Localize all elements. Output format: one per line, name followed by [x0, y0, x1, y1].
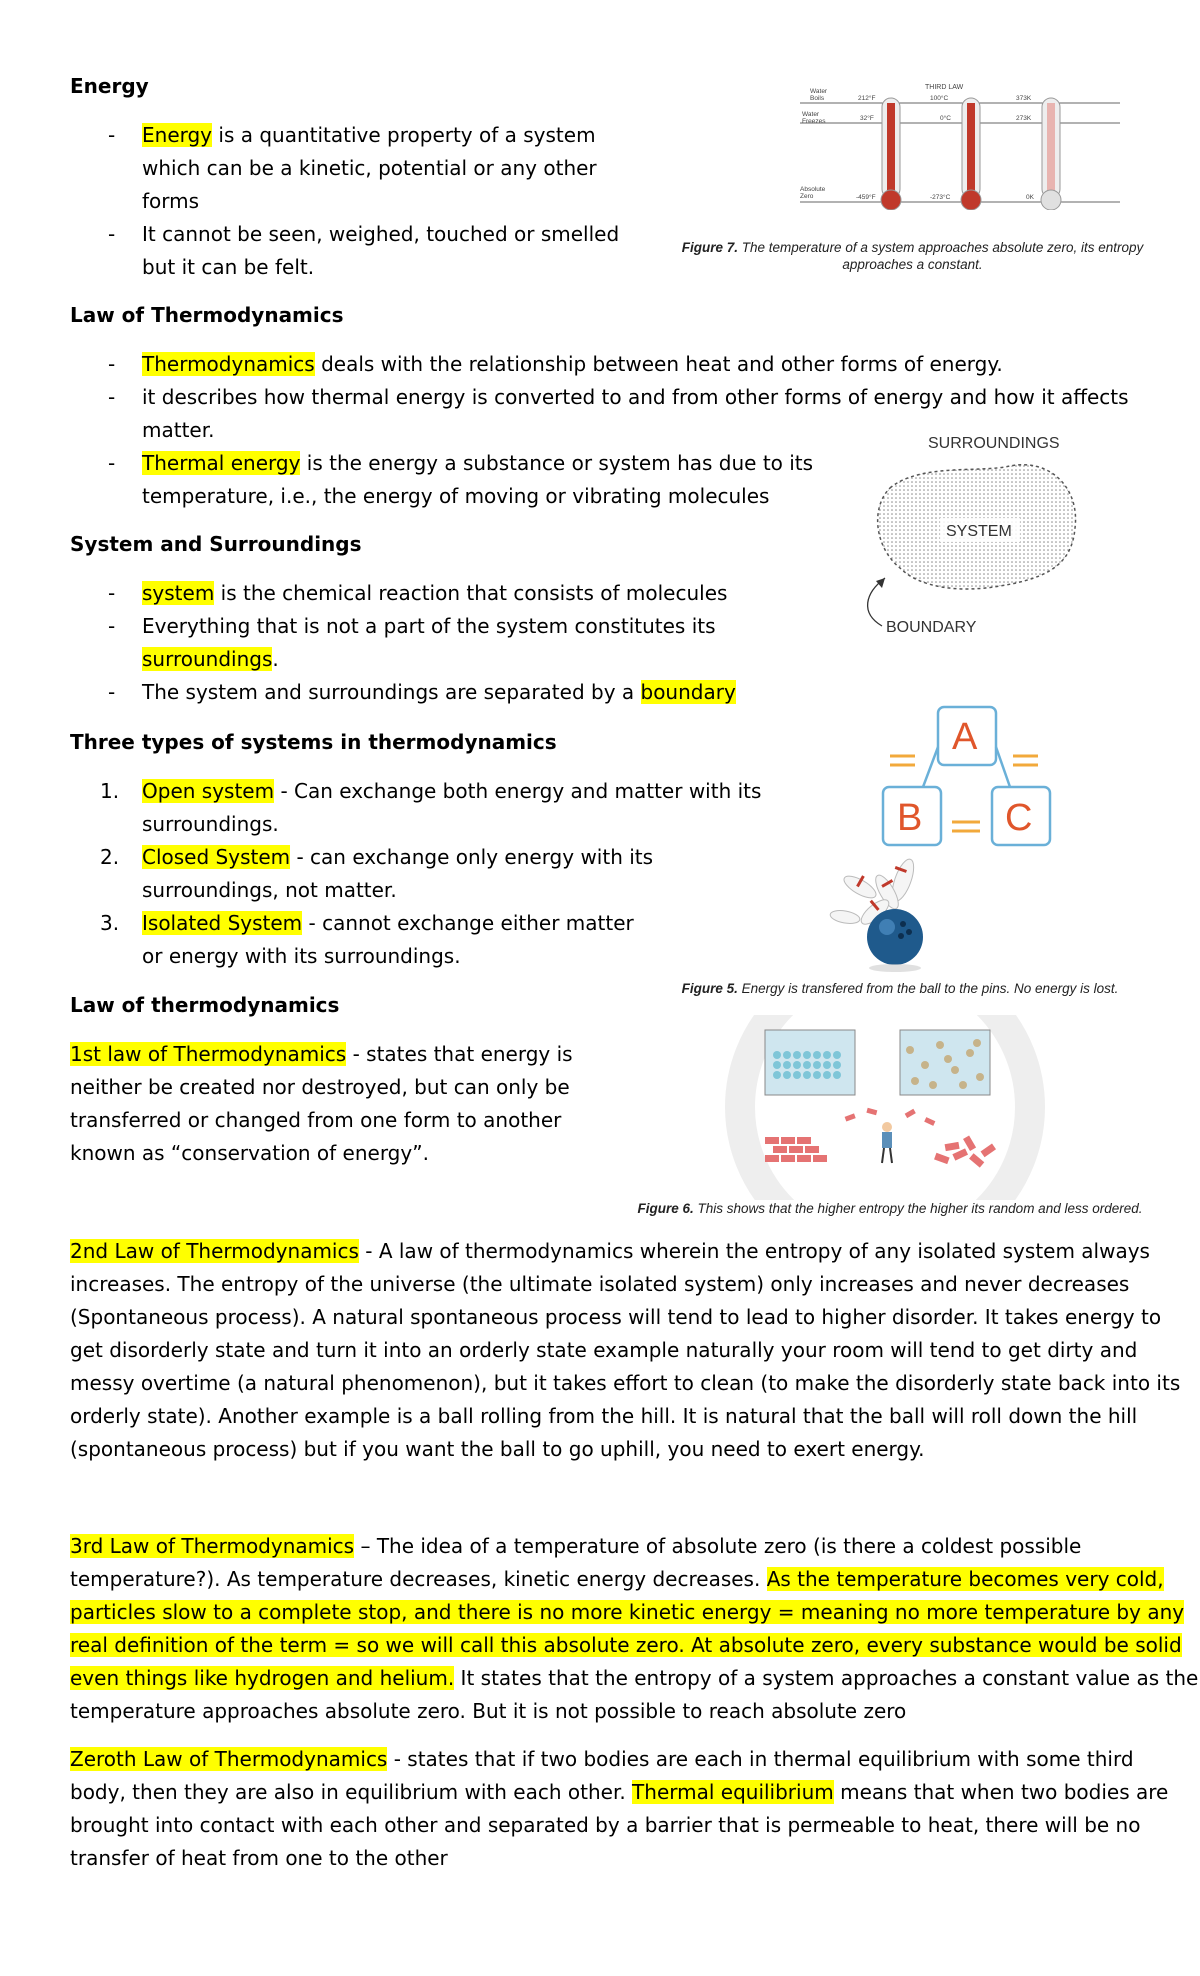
c-freeze: 0°C — [940, 115, 951, 122]
bullet-dash: - — [108, 614, 116, 638]
text: body, then they are also in equilibrium with each other. — [70, 1780, 633, 1804]
caption-label: Figure 5. — [681, 981, 738, 996]
list-number: 2. — [100, 845, 120, 869]
third-law-label: THIRD LAW — [925, 84, 964, 91]
k-freeze: 273K — [1016, 115, 1032, 122]
brick-wall-icon — [765, 1137, 827, 1162]
k-boil: 373K — [1016, 95, 1032, 102]
bullet-dash: - — [108, 581, 116, 605]
figure-6-caption — [610, 1200, 1170, 1217]
highlight-term: Zeroth Law of Thermodynamics — [70, 1747, 388, 1771]
text: neither be created nor destroyed, but can only be — [70, 1075, 570, 1099]
highlight-text: As the temperature becomes very cold, — [766, 1567, 1164, 1591]
text: matter. — [142, 418, 215, 442]
figure-7-caption — [645, 239, 1180, 273]
ordered-molecules — [773, 1051, 841, 1079]
highlight-term: Closed System — [142, 845, 291, 869]
letter-c: C — [1005, 797, 1033, 839]
law-heading: Law of Thermodynamics — [70, 303, 344, 327]
text: It states that the entropy of a system approaches a constant value as the — [454, 1666, 1199, 1690]
c-zero: -273°C — [930, 194, 951, 201]
list-number: 1. — [100, 779, 120, 803]
boundary-label: BOUNDARY — [886, 619, 977, 636]
text: brought into contact with each other and separated by a barrier that is permeable to heat, there will be no — [70, 1813, 1141, 1837]
text: Everything that is not a part of the system constitutes its — [142, 614, 716, 638]
third-law-paragraph — [70, 1530, 1198, 1728]
text: is the chemical reaction that consists of molecules — [214, 581, 728, 605]
c-boil: 100°C — [930, 95, 949, 102]
energy-heading: Energy — [70, 74, 149, 98]
text: temperature?). As temperature decreases, kinetic energy decreases. — [70, 1567, 767, 1591]
highlight-term: Thermodynamics — [142, 352, 315, 376]
text: - A law of thermodynamics wherein the entropy of any isolated system always — [358, 1239, 1150, 1263]
highlight-term: Open system — [142, 779, 275, 803]
text: - can exchange only energy with its — [290, 845, 654, 869]
bullet-dash: - — [108, 680, 116, 704]
highlight-term: Isolated System — [142, 911, 303, 935]
system-heading: System and Surroundings — [70, 532, 362, 556]
bullet-dash: - — [108, 385, 116, 409]
text-line: (Spontaneous process). A natural spontaneous process will tend to lead to higher disorder. It takes energy to — [70, 1305, 1162, 1329]
text: forms — [142, 189, 200, 213]
text: temperature approaches absolute zero. But it is not possible to reach absolute zero — [70, 1699, 907, 1723]
types-heading: Three types of systems in thermodynamics — [70, 730, 557, 754]
caption-text: The temperature of a system approaches absolute zero, its entropy — [738, 240, 1144, 255]
bowling-ball-icon — [867, 909, 923, 965]
law2-heading: Law of thermodynamics — [70, 993, 340, 1017]
system-label: SYSTEM — [946, 523, 1012, 540]
text: - states that energy is — [346, 1042, 573, 1066]
highlight-text: particles slow to a complete stop, and there is no more kinetic energy = meaning no more temperature by any — [70, 1600, 1185, 1624]
zeroth-law-paragraph — [70, 1743, 1168, 1875]
f-zero: -459°F — [856, 194, 876, 201]
caption-label: Figure 6. — [637, 1201, 694, 1216]
text: is the energy a substance or system has due to its — [300, 451, 814, 475]
bullet-dash: - — [108, 352, 116, 376]
text: is a quantitative property of a system — [212, 123, 596, 147]
text-line: get disorderly state and turn it into an orderly state example naturally your room will tend to get dirty and — [70, 1338, 1138, 1362]
highlight-term: Thermal equilibrium — [632, 1780, 834, 1804]
text: - Can exchange both energy and matter with its — [274, 779, 762, 803]
bullet-dash: - — [108, 123, 116, 147]
text-line: messy overtime (a natural phenomenon), but it takes effort to clean (to make the disorderly state back into its — [70, 1371, 1181, 1395]
f-boil: 212°F — [858, 95, 876, 102]
text: - cannot exchange either matter — [302, 911, 634, 935]
caption-text: approaches a constant. — [842, 257, 983, 272]
surroundings-label: SURROUNDINGS — [928, 435, 1060, 452]
letter-a: A — [952, 716, 978, 758]
highlight-term: system — [142, 581, 215, 605]
text: . — [272, 647, 279, 671]
water-freezes-label: Water Freezes — [802, 111, 826, 125]
thermometer-k — [1041, 98, 1061, 210]
caption-label: Figure 7. — [681, 240, 739, 255]
entropy-figure — [615, 1015, 1155, 1200]
text: It cannot be seen, weighed, touched or smelled — [142, 222, 620, 246]
text: which can be a kinetic, potential or any other — [142, 156, 597, 180]
highlight-text: real definition of the term = so we will call this absolute zero. At absolute zero, every substance would be solid — [70, 1633, 1182, 1657]
arrow-head-icon — [876, 578, 885, 588]
text: but it can be felt. — [142, 255, 315, 279]
thermometer-c — [961, 98, 981, 210]
thermometer-figure — [790, 78, 1130, 210]
first-law-paragraph — [70, 1038, 573, 1170]
caption-text: Energy is transfered from the ball to the pins. No energy is lost. — [737, 981, 1119, 996]
highlight-term: surroundings — [142, 647, 273, 671]
text-line: increases. The entropy of the universe (the ultimate isolated system) only increases and never decreases — [70, 1272, 1130, 1296]
text: temperature, i.e., the energy of moving or vibrating molecules — [142, 484, 770, 508]
caption-text: This shows that the higher entropy the higher its random and less ordered. — [693, 1201, 1143, 1216]
f-freeze: 32°F — [860, 115, 874, 122]
text: means that when two bodies are — [833, 1780, 1169, 1804]
absolute-zero-label: Absolute Zero — [800, 186, 826, 200]
text: surroundings. — [142, 812, 279, 836]
highlight-term: 1st law of Thermodynamics — [70, 1042, 347, 1066]
text: transfer of heat from one to the other — [70, 1846, 448, 1870]
highlight-term: Thermal energy — [142, 451, 301, 475]
text: known as “conservation of energy”. — [70, 1141, 429, 1165]
thermometer-f — [881, 98, 901, 210]
letter-b: B — [897, 797, 923, 839]
text: transferred or changed from one form to another — [70, 1108, 562, 1132]
brick-pile-icon — [934, 1135, 996, 1167]
second-law-paragraph — [70, 1235, 1180, 1466]
highlight-term: boundary — [640, 680, 736, 704]
bowling-figure — [795, 702, 1075, 982]
k-zero: 0K — [1026, 194, 1034, 201]
text-line: orderly state). Another example is a ball rolling from the hill. It is natural that the ball will roll down the hill — [70, 1404, 1138, 1428]
text: it describes how thermal energy is converted to and from other forms of energy and how it affects — [142, 385, 1129, 409]
figure-5-caption — [640, 980, 1160, 997]
person-icon — [882, 1122, 892, 1163]
text: – The idea of a temperature of absolute zero (is there a coldest possible — [354, 1534, 1082, 1558]
system-diagram — [850, 428, 1090, 648]
water-boils-label: Water Boils — [810, 88, 828, 102]
text: The system and surroundings are separated by a — [142, 680, 641, 704]
text: surroundings, not matter. — [142, 878, 397, 902]
text-line: (spontaneous process) but if you want the ball to go uphill, you need to exert energy. — [70, 1437, 925, 1461]
text: deals with the relationship between heat and other forms of energy. — [314, 352, 1003, 376]
text: or energy with its surroundings. — [142, 944, 461, 968]
highlight-term: 3rd Law of Thermodynamics — [70, 1534, 355, 1558]
highlight-term: 2nd Law of Thermodynamics — [70, 1239, 359, 1263]
bullet-dash: - — [108, 451, 116, 475]
highlight-term: Energy — [142, 123, 213, 147]
highlight-text: even things like hydrogen and helium. — [70, 1666, 455, 1690]
bullet-dash: - — [108, 222, 116, 246]
text: - states that if two bodies are each in thermal equilibrium with some third — [387, 1747, 1134, 1771]
list-number: 3. — [100, 911, 120, 935]
